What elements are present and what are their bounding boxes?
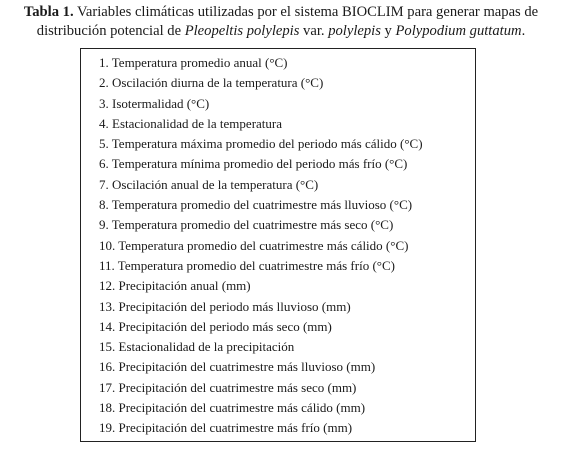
variables-table: [80, 48, 476, 442]
list-item: 4. Estacionalidad de la temperatura: [99, 115, 283, 131]
list-item: 6. Temperatura mínima promedio del periodo más frío (°C): [99, 156, 408, 172]
caption-text: Variables climáticas utilizadas por el sistema BIOCLIM para generar mapas de distribución potencial de: [36, 4, 539, 39]
list-item: 8. Temperatura promedio del cuatrimestre más lluvioso (°C): [99, 197, 413, 213]
table-caption: [0, 3, 562, 41]
list-item: 7. Oscilación anual de la temperatura (°C): [99, 176, 319, 192]
list-item: 2. Oscilación diurna de la temperatura (°C): [99, 75, 324, 91]
list-item: 16. Precipitación del cuatrimestre más lluvioso (mm): [99, 359, 376, 375]
caption-text: y: [380, 23, 396, 39]
list-item: 1. Temperatura promedio anual (°C): [99, 55, 288, 70]
list-item: 9. Temperatura promedio del cuatrimestre más seco (°C): [99, 217, 394, 233]
list-item: 10. Temperatura promedio del cuatrimestre más cálido (°C): [99, 237, 409, 253]
list-item: 5. Temperatura máxima promedio del periodo más cálido (°C): [99, 136, 423, 152]
list-item: 14. Precipitación del periodo más seco (mm): [99, 318, 332, 334]
caption-text: var.: [299, 23, 329, 39]
list-item: 17. Precipitación del cuatrimestre más seco (mm): [99, 379, 357, 395]
species-name: Polypodium guttatum: [395, 23, 522, 39]
species-name: Pleopeltis polylepis: [184, 23, 300, 39]
variety-name: polylepis: [328, 23, 381, 39]
list-item: 11. Temperatura promedio del cuatrimestre más frío (°C): [99, 257, 395, 273]
variables-list: [99, 53, 423, 439]
list-item: 13. Precipitación del periodo más lluvioso (mm): [99, 298, 351, 314]
list-item: 18. Precipitación del cuatrimestre más cálido (mm): [99, 400, 366, 416]
caption-text: .: [521, 23, 526, 39]
list-item: 19. Precipitación del cuatrimestre más frío (mm): [99, 420, 353, 436]
table-label: Tabla 1.: [23, 4, 74, 20]
list-item: 12. Precipitación anual (mm): [99, 278, 251, 294]
list-item: 3. Isotermalidad (°C): [99, 95, 210, 111]
list-item: 15. Estacionalidad de la precipitación: [99, 339, 295, 355]
